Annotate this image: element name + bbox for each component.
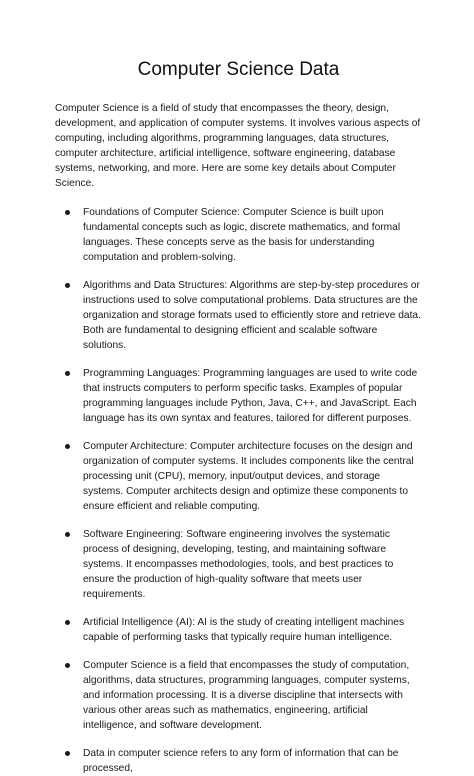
bullet-text: Foundations of Computer Science: Computer Science is built upon fundamental concepts such as logic, discrete mathematics, and formal languages. These concepts serve as the basis for understanding computation and problem-solving. <box>83 207 401 263</box>
bullet-point-icon <box>65 444 70 449</box>
bullet-point-icon <box>65 210 70 215</box>
bullet-point-icon <box>65 532 70 537</box>
document-title: Computer Science Data <box>137 59 340 80</box>
bullet-item <box>55 658 422 733</box>
bullet-point-icon <box>65 620 70 625</box>
bullet-item <box>55 746 422 776</box>
bullet-text: Software Engineering: Software engineering involves the systematic process of designing, developing, testing, and maintaining software systems. It encompasses methodologies, tools, and best practices to ensure the production of high-quality software that meets user requirements. <box>83 529 394 600</box>
bullet-point-icon <box>65 751 70 756</box>
bullet-text: Computer Science is a field that encompasses the study of computation, algorithms, data structures, programming languages, computer systems, and information processing. It is a diverse discipline that intersects with various other areas such as mathematics, engineering, artificial intelligence, and software development. <box>83 660 410 731</box>
bullet-item <box>55 205 422 265</box>
bullet-text: Artificial Intelligence (AI): AI is the study of creating intelligent machines capable of performing tasks that typically require human intelligence. <box>83 617 405 643</box>
bullet-point-icon <box>65 663 70 668</box>
bullet-point-icon <box>65 371 70 376</box>
bullet-text: Programming Languages: Programming languages are used to write code that instructs computers to perform specific tasks. Examples of popular programming languages include Python, Java, C++, and JavaScript. Each language has its own syntax and features, tailored for different purposes. <box>83 368 418 424</box>
bullet-text: Data in computer science refers to any form of information that can be processed, <box>83 748 399 774</box>
bullet-item <box>55 527 422 602</box>
bullet-item <box>55 615 422 645</box>
bullet-text: Computer Architecture: Computer architecture focuses on the design and organization of computer systems. It includes components like the central processing unit (CPU), memory, input/output devices, and storage systems. Computer architects design and optimize these components to ensure efficient and reliable computing. <box>83 441 414 512</box>
bullet-point-icon <box>65 283 70 288</box>
bullet-text: Algorithms and Data Structures: Algorithms are step-by-step procedures or instructions used to solve computational problems. Data structures are the organization and storage formats used to efficiently store and retrieve data. Both are fundamental to designing efficient and scalable software solutions. <box>83 280 421 351</box>
intro-paragraph: Computer Science is a field of study that encompasses the theory, design, development, and application of computer systems. It involves various aspects of computing, including algorithms, programming languages, data structures, computer architecture, artificial intelligence, software engineering, database systems, networking, and more. Here are some key details about Computer Science. <box>55 103 421 189</box>
bullet-item <box>55 278 422 353</box>
bullet-item <box>55 439 422 514</box>
bullet-list <box>55 205 422 776</box>
bullet-item <box>55 366 422 426</box>
